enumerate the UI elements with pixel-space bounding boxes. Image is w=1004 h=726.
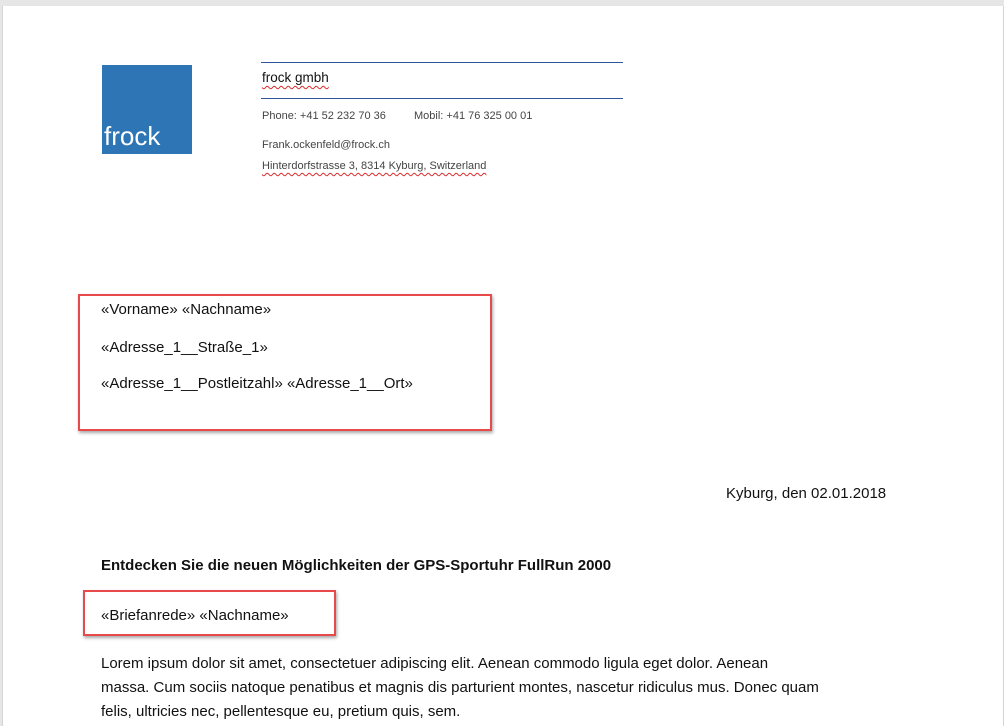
letter-date[interactable]: Kyburg, den 02.01.2018 [726,485,887,502]
company-name-text: frock gmbh [262,70,329,85]
header-rule-bottom [261,98,623,99]
salutation-field[interactable]: «Briefanrede» «Nachname» [101,607,289,624]
body-line-1[interactable]: Lorem ipsum dolor sit amet, consectetuer adipiscing elit. Aenean commodo ligula eget dolor. Aenean [101,655,769,672]
company-name[interactable] [262,70,329,85]
mobile-text[interactable]: Mobil: +41 76 325 00 01 [414,110,533,122]
logo-text: frock [104,121,161,151]
recipient-street-field[interactable]: «Adresse_1__Straße_1» [101,339,268,356]
letter-subject[interactable]: Entdecken Sie die neuen Möglichkeiten der GPS-Sportuhr FullRun 2000 [101,557,612,574]
document-page[interactable] [2,6,1004,726]
recipient-city-field[interactable]: «Adresse_1__Postleitzahl» «Adresse_1__Ort» [101,375,413,392]
email-text[interactable]: Frank.ockenfeld@frock.ch [262,139,390,151]
address-text[interactable]: Hinterdorfstrasse 3, 8314 Kyburg, Switzerland [262,160,487,172]
header-rule-top [261,62,623,63]
company-logo [102,65,192,154]
body-line-3[interactable]: felis, ultricies nec, pellentesque eu, pretium quis, sem. [101,703,461,720]
recipient-name-field[interactable]: «Vorname» «Nachname» [101,301,272,318]
body-line-2[interactable]: massa. Cum sociis natoque penatibus et magnis dis parturient montes, nascetur ridiculus mus. Donec quam [101,679,819,696]
phone-text[interactable]: Phone: +41 52 232 70 36 [262,110,386,122]
